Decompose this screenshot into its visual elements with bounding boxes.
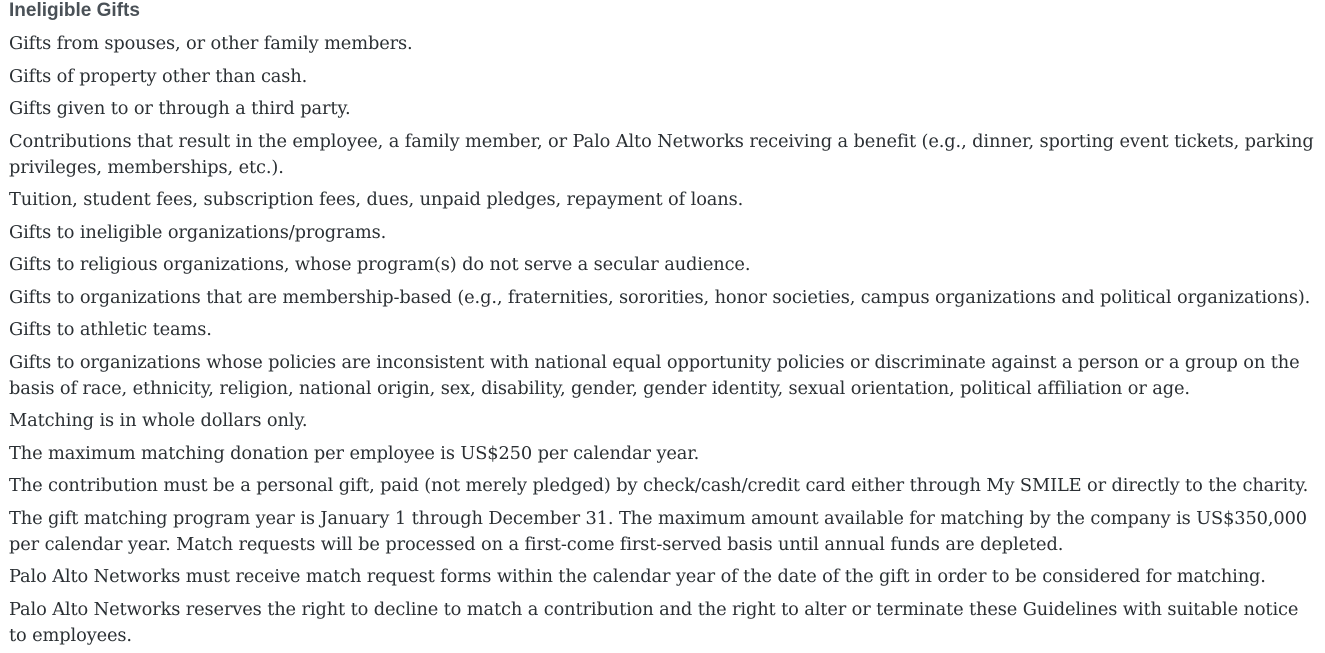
- section-heading: Ineligible Gifts: [9, 0, 140, 21]
- paragraph: Gifts from spouses, or other family members.: [9, 33, 413, 54]
- paragraph: The gift matching program year is January 1 through December 31. The maximum amount available for matching by the company is US$350,000 per calendar year. Match requests will be processed on a first-come first-served basis until annual funds are depleted.: [9, 507, 1307, 555]
- paragraph: Palo Alto Networks must receive match request forms within the calendar year of the date of the gift in order to be considered for matching.: [9, 566, 1266, 587]
- paragraph: Gifts given to or through a third party.: [9, 98, 351, 119]
- paragraph: Palo Alto Networks reserves the right to decline to match a contribution and the right to alter or terminate these Guidelines with suitable notice to employees.: [9, 598, 1299, 646]
- paragraph: Gifts to athletic teams.: [9, 319, 212, 340]
- paragraph: Tuition, student fees, subscription fees, dues, unpaid pledges, repayment of loans.: [9, 189, 744, 210]
- paragraph: Gifts to ineligible organizations/programs.: [9, 221, 387, 243]
- paragraph: The maximum matching donation per employee is US$250 per calendar year.: [9, 442, 700, 464]
- paragraph: Gifts to organizations that are membership-based (e.g., fraternities, sororities, honor societies, campus organizations and political organizations).: [9, 286, 1311, 308]
- paragraph: The contribution must be a personal gift, paid (not merely pledged) by check/cash/credit card either through My SMILE or directly to the charity.: [9, 475, 1309, 496]
- paragraph-list: [9, 31, 1316, 649]
- paragraph: Gifts to religious organizations, whose program(s) do not serve a secular audience.: [9, 254, 751, 275]
- paragraph: Matching is in whole dollars only.: [9, 410, 308, 431]
- paragraph: Contributions that result in the employee, a family member, or Palo Alto Networks receiving a benefit (e.g., dinner, sporting event tickets, parking privileges, memberships, etc.).: [9, 130, 1314, 178]
- paragraph: Gifts to organizations whose policies are inconsistent with national equal opportunity policies or discriminate against a person or a group on the basis of race, ethnicity, religion, national origin, sex, disability, gender, gender identity, sexual orientation, political affiliation or age.: [9, 351, 1300, 399]
- paragraph: Gifts of property other than cash.: [9, 65, 308, 87]
